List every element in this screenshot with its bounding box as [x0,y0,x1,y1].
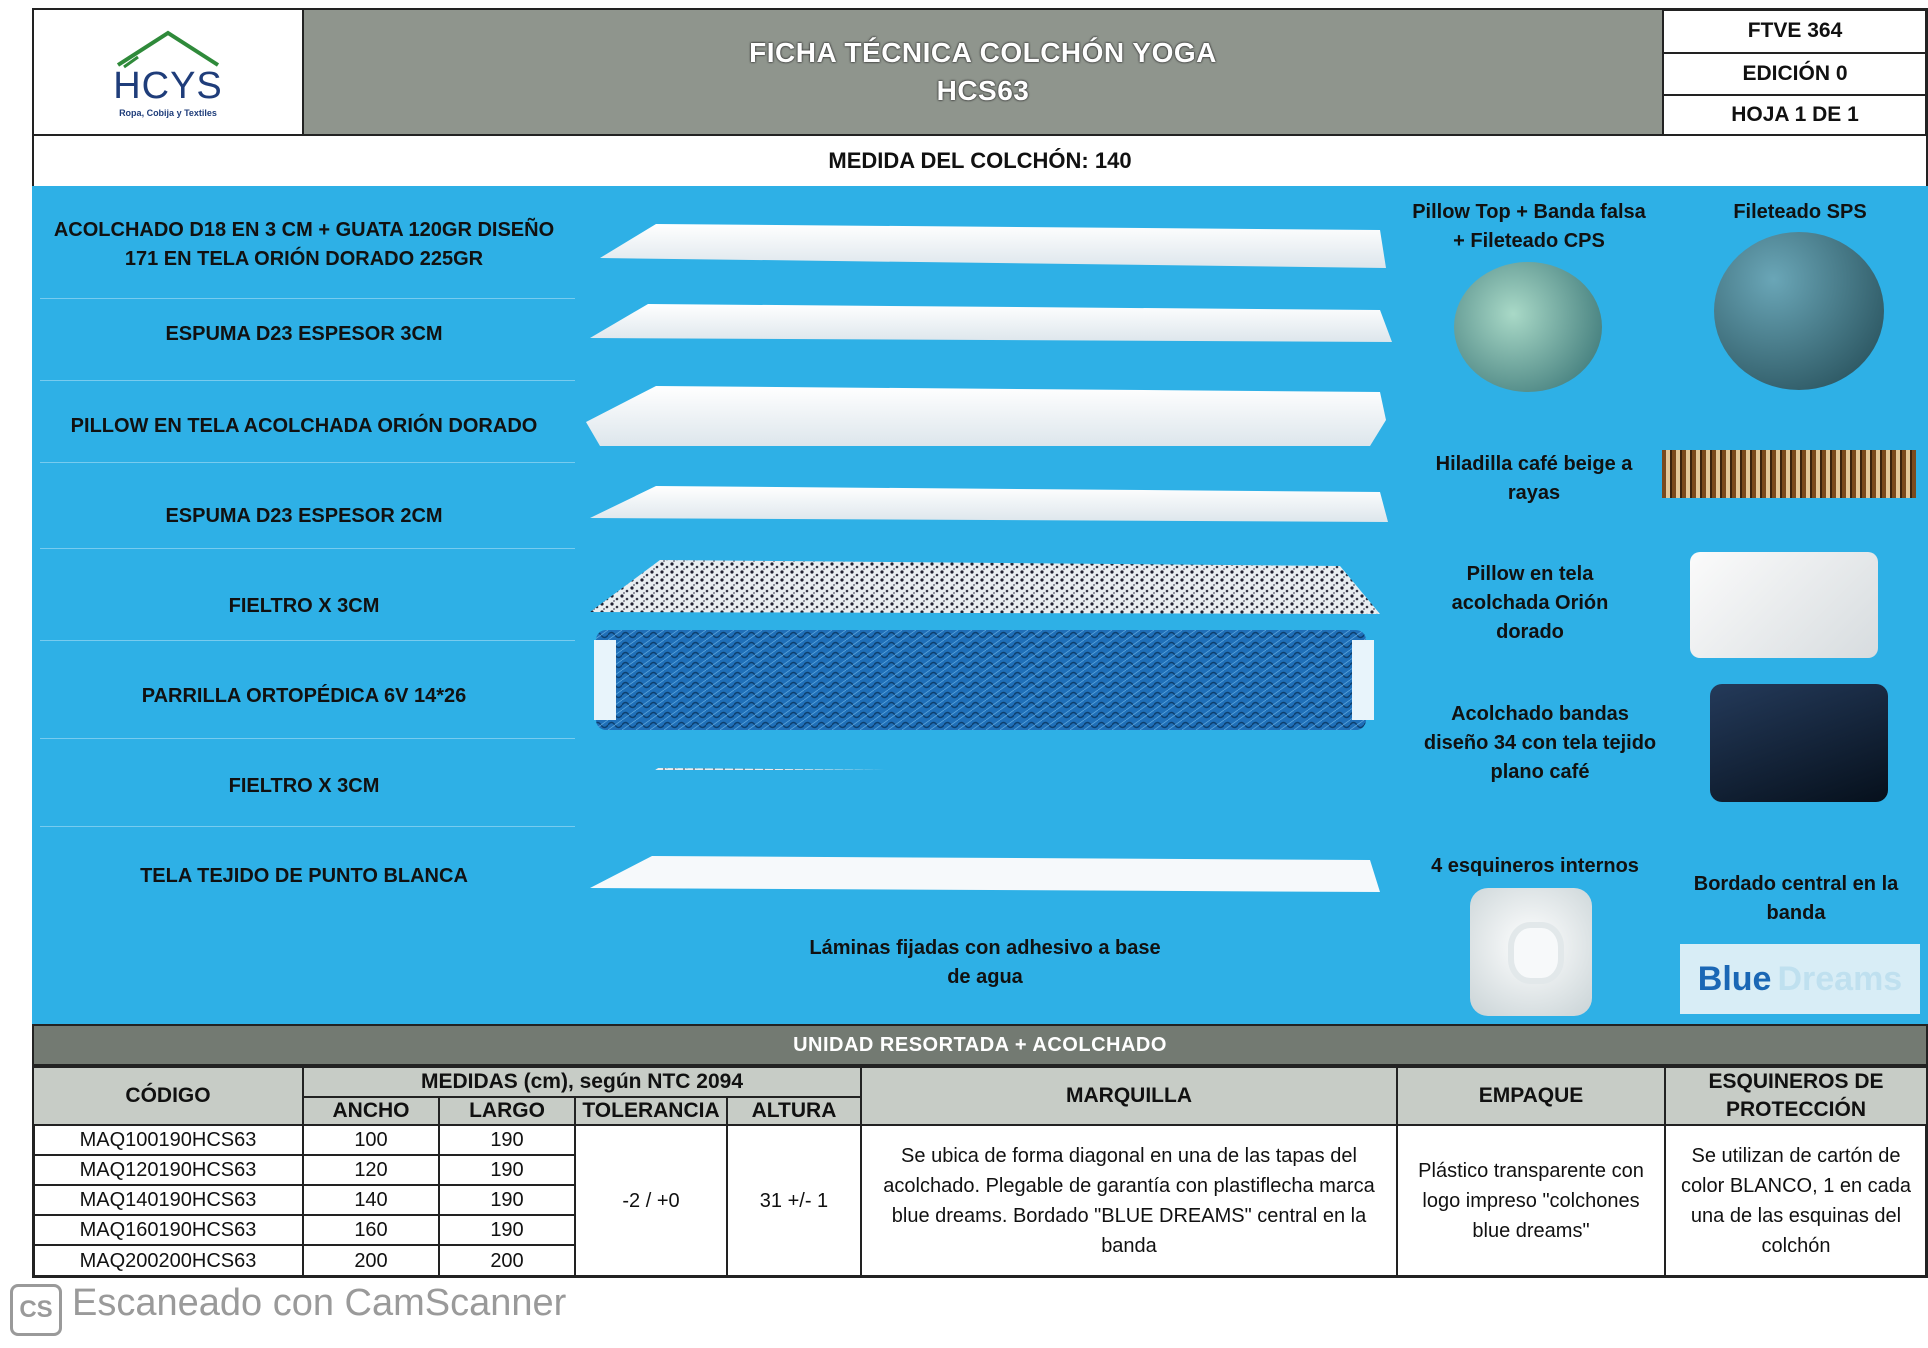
row-3-ancho: 140 [302,1184,440,1216]
th-largo: LARGO [438,1096,576,1126]
th-codigo: CÓDIGO [32,1066,304,1126]
logo-text: HCYS [113,64,223,107]
logo-box [32,8,304,136]
brand-logo-dreams: Dreams [1777,959,1903,998]
tolerancia-value: -2 / +0 [574,1124,728,1278]
layer-8-slab [590,856,1380,892]
layer-label-6: PARRILLA ORTOPÉDICA 6V 14*26 [141,685,467,707]
page-title: FICHA TÉCNICA COLCHÓN YOGA [749,37,1217,68]
acolchado-bandas-swatch [1710,684,1888,802]
title-band [302,8,1664,136]
row-3-codigo: MAQ140190HCS63 [32,1184,304,1216]
sheet-label: HOJA 1 DE 1 [1662,94,1928,136]
pillow-tela-swatch [1690,552,1878,658]
row-2-codigo: MAQ120190HCS63 [32,1154,304,1186]
layer-label-1: ACOLCHADO D18 EN 3 CM + GUATA 120GR DISEÑO 171 EN TELA ORIÓN DORADO 225GR [53,219,555,270]
mattress-size: MEDIDA DEL COLCHÓN: 140 [32,136,1928,186]
fileteado-swatch [1714,232,1884,390]
feature-fileteado: Fileteado SPS [1733,201,1867,223]
layer-6-springs [594,630,1374,730]
th-altura: ALTURA [726,1096,862,1126]
layer-8-illustration [580,850,1400,900]
layer-label-2: ESPUMA D23 ESPESOR 3CM [165,323,443,345]
logo-tagline: Ropa, Cobija y Textiles [119,107,217,118]
row-divider [40,640,575,641]
pillow-top-swatch [1454,262,1602,392]
edition-label: EDICIÓN 0 [1662,52,1928,96]
feature-pillow-tela: Pillow en tela acolchada Orión dorado [1451,563,1609,643]
esquineros-value: Se utilizan de cartón de color BLANCO, 1 en cada una de las esquinas del colchón [1664,1124,1928,1278]
row-2-ancho: 120 [302,1154,440,1186]
camscanner-icon: CS [10,1284,62,1336]
adhesive-note: Láminas fijadas con adhesivo a base de agua [809,937,1161,988]
feature-hiladilla: Hiladilla café beige a rayas [1435,453,1633,504]
row-divider [40,548,575,549]
layer-1-slab [600,224,1386,268]
layer-label-8: TELA TEJIDO DE PUNTO BLANCA [140,865,468,887]
empaque-value: Plástico transparente con logo impreso "colchones blue dreams" [1396,1124,1666,1278]
layer-label-5: FIELTRO X 3CM [228,595,380,617]
layer-stack-illustration [580,210,1400,770]
brand-logo-blue: Blue [1697,959,1772,998]
doc-code: FTVE 364 [1662,8,1928,54]
altura-value: 31 +/- 1 [726,1124,862,1278]
th-medidas: MEDIDAS (cm), según NTC 2094 [302,1066,862,1098]
layer-4-slab [590,486,1388,522]
th-empaque: EMPAQUE [1396,1066,1666,1126]
row-4-ancho: 160 [302,1214,440,1246]
th-ancho: ANCHO [302,1096,440,1126]
layer-7-felt [588,768,1380,770]
section-band: UNIDAD RESORTADA + ACOLCHADO [32,1024,1928,1066]
layer-label-4: ESPUMA D23 ESPESOR 2CM [165,505,443,527]
feature-acolchado-bandas: Acolchado bandas diseño 34 con tela tejido plano café [1423,703,1657,783]
row-4-codigo: MAQ160190HCS63 [32,1214,304,1246]
hiladilla-swatch [1662,450,1916,498]
layer-label-7: FIELTRO X 3CM [228,775,380,797]
row-5-largo: 200 [438,1244,576,1278]
row-divider [40,298,575,299]
th-tolerancia: TOLERANCIA [574,1096,728,1126]
layer-label-3: PILLOW EN TELA ACOLCHADA ORIÓN DORADO [70,415,538,437]
row-1-largo: 190 [438,1124,576,1156]
layer-3-slab [586,386,1386,446]
feature-pillow-top: Pillow Top + Banda falsa + Fileteado CPS [1412,201,1646,252]
row-1-codigo: MAQ100190HCS63 [32,1124,304,1156]
feature-esquineros: 4 esquineros internos [1431,855,1639,877]
th-marquilla: MARQUILLA [860,1066,1398,1126]
row-5-codigo: MAQ200200HCS63 [32,1244,304,1278]
scanner-watermark: Escaneado con CamScanner [72,1282,567,1324]
marquilla-value: Se ubica de forma diagonal en una de las tapas del acolchado. Plegable de garantía con plastiflecha marca blue dreams. Bordado "BLUE DREAMS" central en la banda [860,1124,1398,1278]
row-2-largo: 190 [438,1154,576,1186]
row-3-largo: 190 [438,1184,576,1216]
row-1-ancho: 100 [302,1124,440,1156]
row-4-largo: 190 [438,1214,576,1246]
row-divider [40,380,575,381]
page-subtitle: HCS63 [936,75,1030,106]
row-divider [40,738,575,739]
row-divider [40,462,575,463]
th-esquineros: ESQUINEROS DE PROTECCIÓN [1664,1066,1928,1126]
feature-bordado: Bordado central en la banda [1693,873,1899,924]
layer-5-felt [590,560,1380,614]
esquinero-photo [1470,888,1592,1016]
row-5-ancho: 200 [302,1244,440,1278]
layer-2-slab [590,304,1392,342]
row-divider [40,826,575,827]
brand-logo [1680,944,1920,1014]
